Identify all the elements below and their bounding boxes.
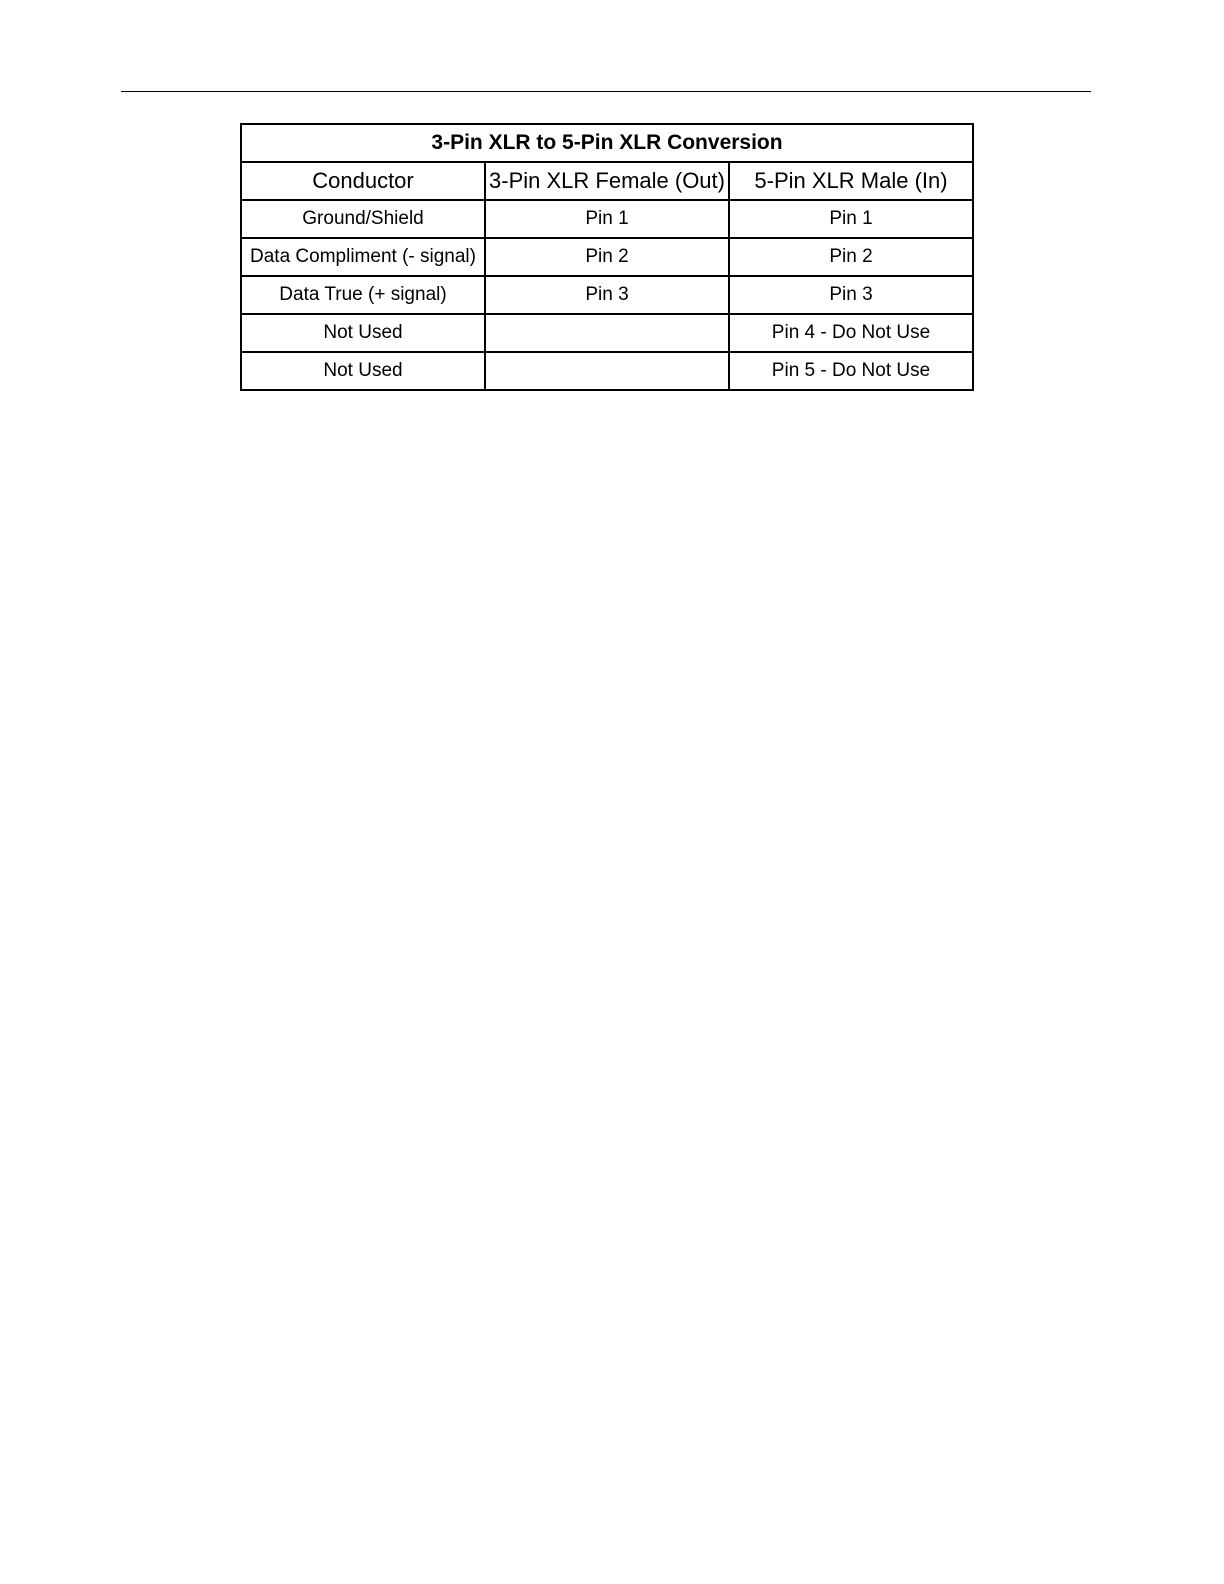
table-cell bbox=[485, 352, 729, 390]
table-cell: Not Used bbox=[241, 352, 485, 390]
table-cell: Data True (+ signal) bbox=[241, 276, 485, 314]
column-header-3pin-female: 3-Pin XLR Female (Out) bbox=[485, 162, 729, 200]
table-title-row bbox=[241, 124, 973, 162]
header-rule bbox=[121, 91, 1091, 92]
table-cell: Ground/Shield bbox=[241, 200, 485, 238]
table-title: 3-Pin XLR to 5-Pin XLR Conversion bbox=[241, 124, 973, 162]
table-cell: Data Compliment (- signal) bbox=[241, 238, 485, 276]
table-row bbox=[241, 200, 973, 238]
xlr-conversion-table bbox=[240, 123, 974, 391]
table-cell: Pin 3 bbox=[729, 276, 973, 314]
table-row bbox=[241, 238, 973, 276]
column-header-conductor: Conductor bbox=[241, 162, 485, 200]
column-header-5pin-male: 5-Pin XLR Male (In) bbox=[729, 162, 973, 200]
table-cell: Not Used bbox=[241, 314, 485, 352]
table-header-row bbox=[241, 162, 973, 200]
table-cell: Pin 3 bbox=[485, 276, 729, 314]
table-cell: Pin 2 bbox=[485, 238, 729, 276]
table-cell bbox=[485, 314, 729, 352]
table-row bbox=[241, 314, 973, 352]
table-cell: Pin 1 bbox=[485, 200, 729, 238]
table-row bbox=[241, 352, 973, 390]
table-cell: Pin 2 bbox=[729, 238, 973, 276]
table-cell: Pin 4 - Do Not Use bbox=[729, 314, 973, 352]
table-row bbox=[241, 276, 973, 314]
table-cell: Pin 5 - Do Not Use bbox=[729, 352, 973, 390]
table-cell: Pin 1 bbox=[729, 200, 973, 238]
